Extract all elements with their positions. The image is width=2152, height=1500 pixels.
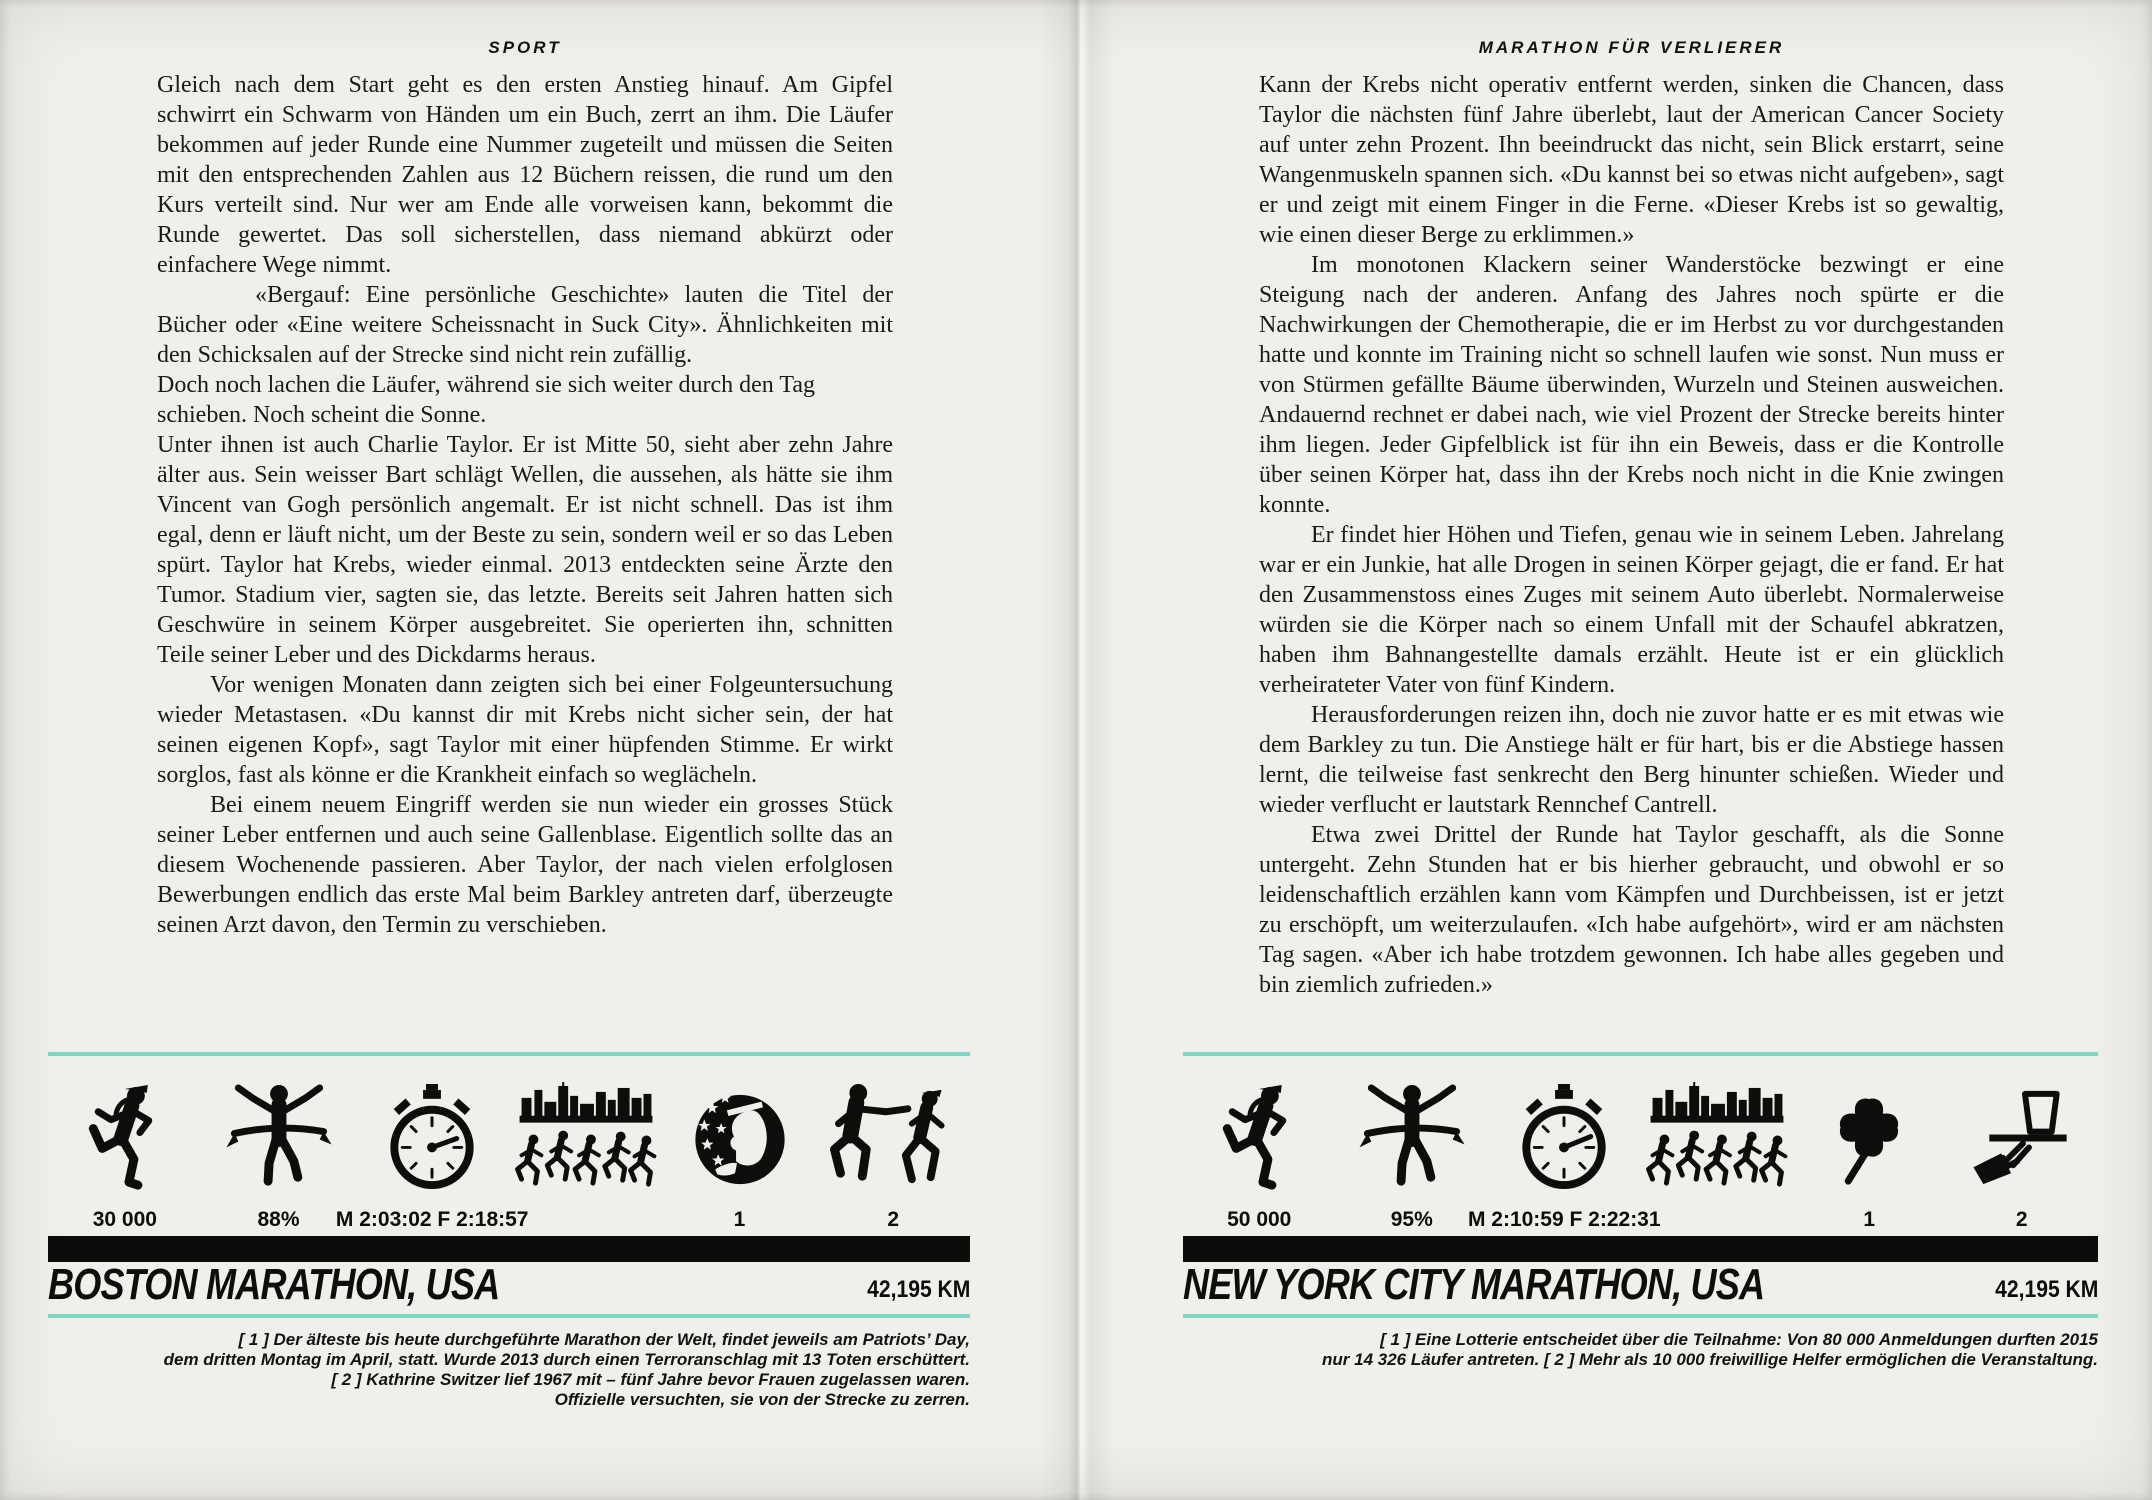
footnote-line: [ 1 ] Der älteste bis heute durchgeführte Marathon der Welt, findet jeweils am Patriots’ Day, <box>238 1330 970 1349</box>
paragraph: «Bergauf: Eine persönliche Geschichte» lauten die Titel der Bücher oder «Eine weitere Scheissnacht in Suck City». Ähnlichkeiten mit den Schicksalen auf der Strecke sind nicht rein zufällig. <box>157 282 893 368</box>
stat-participants <box>48 1082 202 1234</box>
paragraph: Im monotonen Klackern seiner Wanderstöcke bezwingt er eine Steigung nach der anderen. Anfang des Jahres noch spürte er die Nachwirkungen der Chemotherapie, die er im Herbst zu vor durchgestanden hatte und konnte im Training nicht so schnell laufen wie sonst. Nun muss er von Stürmen gefällte Bäume überwinden, Wurzeln und Steinen ausweichen. Andauernd rechnet er dabei nach, wie viel Prozent der Strecke bereits hinter ihm liegen. Jeder Gipfelblick ist für ihn ein Beweis, dass er die Kontrolle über seinen Körper hat, dass ihn der Krebs noch nicht in die Knie zwingen konnte. <box>1259 252 2004 518</box>
footnote-line: [ 2 ] Kathrine Switzer lief 1967 mit – fünf Jahre bevor Frauen zugelassen waren. <box>331 1370 970 1389</box>
stat-value: 1 <box>733 1208 746 1231</box>
black-bar <box>1183 1236 2098 1262</box>
right-infographic <box>1183 1052 2098 1370</box>
finish-winner-icon <box>1357 1082 1467 1196</box>
stat-value: 30 000 <box>92 1208 157 1231</box>
race-distance: 42,195 KM <box>1994 1276 2098 1303</box>
race-title: BOSTON MARATHON, USA <box>48 1260 500 1309</box>
black-bar <box>48 1236 970 1262</box>
stat-finishers <box>202 1082 356 1234</box>
right-title-row <box>1183 1262 2098 1314</box>
runner-grabbed-icon <box>818 1082 968 1196</box>
stat-footnote-2 <box>1946 1082 2099 1234</box>
paragraph: Herausforderungen reizen ihn, doch nie zuvor hatte er es mit etwas wie dem Barkley zu tun. Die Anstiege hält er für hart, bis er die Abstiege hassen lernt, die teilweise fast senkrecht den Berg hinunter schießen. Wieder und wieder verflucht er lautstark Rennchef Cantrell. <box>1259 702 2004 818</box>
stat-value: M 2:03:02 F 2:18:57 <box>335 1208 529 1231</box>
right-page <box>1076 0 2152 1500</box>
stat-city-field <box>1641 1082 1794 1234</box>
female-runner-icon <box>70 1082 180 1196</box>
race-distance: 42,195 KM <box>866 1276 970 1303</box>
paragraph: Doch noch lachen die Läufer, während sie sich weiter durch den Tag schieben. Noch scheint die Sonne. <box>157 372 815 428</box>
stat-record-times <box>335 1082 529 1234</box>
patriot-emblem-icon <box>685 1082 795 1196</box>
stat-footnote-2 <box>816 1082 970 1234</box>
stat-record-times <box>1467 1082 1661 1234</box>
paragraph: Etwa zwei Drittel der Runde hat Taylor geschafft, als die Sonne untergeht. Zehn Stunden hat er bis hierher gebraucht, und obwohl er so leidenschaftlich erzählen kann vom Kämpfen und Durchbeissen, ist er jetzt zu erschöpft, um weiterzulaufen. «Ich habe aufgehört», wird er am nächsten Tag sagen. «Aber ich habe trotzdem gewonnen. Ich habe alles gegeben und bin ziemlich zufrieden.» <box>1259 822 2004 998</box>
female-runner-icon <box>1204 1082 1314 1196</box>
left-running-head: SPORT <box>488 38 562 57</box>
left-stats-row <box>48 1056 970 1234</box>
stat-value: 88% <box>257 1208 300 1231</box>
stat-value: 95% <box>1390 1208 1433 1231</box>
right-footnotes <box>1183 1330 2098 1370</box>
right-body-text <box>1259 70 2004 1000</box>
paragraph: Gleich nach dem Start geht es den ersten Anstieg hinauf. Am Gipfel schwirrt ein Schwarm von Händen um ein Buch, zerrt an ihm. Die Läufer bekommen auf jeder Runde eine Nummer zugeteilt und müssen die Seiten mit den entsprechenden Zahlen aus 12 Büchern reissen, die rund um den Kurs verteilt sind. Nur wer am Ende alle vorweisen kann, bekommt die Runde gewertet. Das soll sicherstellen, dass niemand abkürzt oder einfachere Wege nimmt. <box>157 72 893 278</box>
paragraph: Vor wenigen Monaten dann zeigten sich bei einer Folgeuntersuchung wieder Metastasen. «Du kannst dir mit Krebs nicht sicher sein, der hat seinen eigenen Kopf», sagt Taylor mit einer hüpfenden Stimme. Er wirkt sorglos, fast als könne er die Krankheit einfach so weglächeln. <box>157 672 893 788</box>
footnote-line: [ 1 ] Eine Lotterie entscheidet über die Teilnahme: Von 80 000 Anmeldungen durften 2015 <box>1380 1330 2098 1349</box>
right-running-head: MARATHON FÜR VERLIERER <box>1478 38 1785 57</box>
stat-value: 50 000 <box>1227 1208 1292 1231</box>
stat-participants <box>1183 1082 1336 1234</box>
race-title: NEW YORK CITY MARATHON, USA <box>1183 1260 1765 1309</box>
skyline-runners-icon <box>511 1082 661 1196</box>
left-infographic <box>48 1052 970 1410</box>
footnote-line: nur 14 326 Läufer antreten. [ 2 ] Mehr als 10 000 freiwillige Helfer ermöglichen die Veranstaltung. <box>1322 1350 2098 1369</box>
stat-city-field <box>509 1082 663 1234</box>
stat-value: 1 <box>1863 1208 1876 1231</box>
left-title-row <box>48 1262 970 1314</box>
paragraph: Kann der Krebs nicht operativ entfernt werden, sinken die Chancen, dass Taylor die nächsten fünf Jahre überlebt, laut der American Cancer Society auf unter zehn Prozent. Ihn beeindruckt das nicht, sein Blick erstarrt, seine Wangenmuskeln spannen sich. «Du kannst bei so etwas nicht aufgeben», sagt er und zeigt mit einem Finger in die Ferne. «Dieser Krebs ist so gewaltig, wie einen dieser Berge zu erklimmen.» <box>1259 72 2004 248</box>
paragraph: Bei einem neuem Eingriff werden sie nun wieder ein grosses Stück seiner Leber entfernen und auch seine Gallenblase. Eigentlich sollte das an diesem Wochenende passieren. Aber Taylor, der nach vielen erfolglosen Bewerbungen endlich das erste Mal beim Barkley antreten darf, überzeugte seinen Arzt davon, den Termin zu verschieben. <box>157 792 893 938</box>
clover-icon <box>1814 1082 1924 1196</box>
left-footnotes <box>48 1330 970 1410</box>
footnote-line: Offizielle versuchten, sie von der Strecke zu zerren. <box>554 1390 970 1409</box>
stat-value: 2 <box>2015 1208 2028 1231</box>
finish-winner-icon <box>224 1082 334 1196</box>
paragraph: Er findet hier Höhen und Tiefen, genau wie in seinem Leben. Jahrelang war er ein Junkie, hat alle Drogen in seinen Körper gejagt, die er fand. Er hat den Zusammenstoss eines Zuges mit seinem Auto überlebt. Normalerweise würden sie die Körper nach so einem Unfall mit der Schaufel abkratzen, haben ihm Bahnangestellte damals erzählt. Heute ist er ein glücklich verheirateter Vater von fünf Kindern. <box>1259 522 2004 698</box>
paragraph: Unter ihnen ist auch Charlie Taylor. Er ist Mitte 50, sieht aber zehn Jahre älter aus. Sein weisser Bart schlägt Wellen, die aussehen, als hätte sie ihm Vincent van Gogh persönlich angemalt. Er ist nicht schnell. Das ist ihm egal, denn er läuft nicht, um der Beste zu sein, sondern weil er so das Leben spürt. Taylor hat Krebs, wieder einmal. 2013 entdeckten seine Ärzte den Tumor. Stadium vier, sagten sie, das letzte. Bereits seit Jahren hatten sich Geschwüre in seinem Körper ausgebreitet. Sie operierten ihn, schnitten Teile seiner Leber und des Dickdarms heraus. <box>157 432 893 668</box>
stat-value: M 2:10:59 F 2:22:31 <box>1467 1208 1661 1231</box>
skyline-runners-icon <box>1642 1082 1792 1196</box>
stopwatch-icon <box>1509 1082 1619 1196</box>
teal-rule-bottom <box>48 1314 970 1318</box>
stat-footnote-1 <box>663 1082 817 1234</box>
left-body-text <box>157 70 893 940</box>
stat-footnote-1 <box>1793 1082 1946 1234</box>
tray-cup-icon <box>1967 1082 2077 1196</box>
stat-finishers <box>1336 1082 1489 1234</box>
right-stats-row <box>1183 1056 2098 1234</box>
footnote-line: dem dritten Montag im April, statt. Wurde 2013 durch einen Terroranschlag mit 13 Toten erschüttert. <box>163 1350 970 1369</box>
stopwatch-icon <box>377 1082 487 1196</box>
teal-rule-bottom <box>1183 1314 2098 1318</box>
stat-value: 2 <box>887 1208 900 1231</box>
